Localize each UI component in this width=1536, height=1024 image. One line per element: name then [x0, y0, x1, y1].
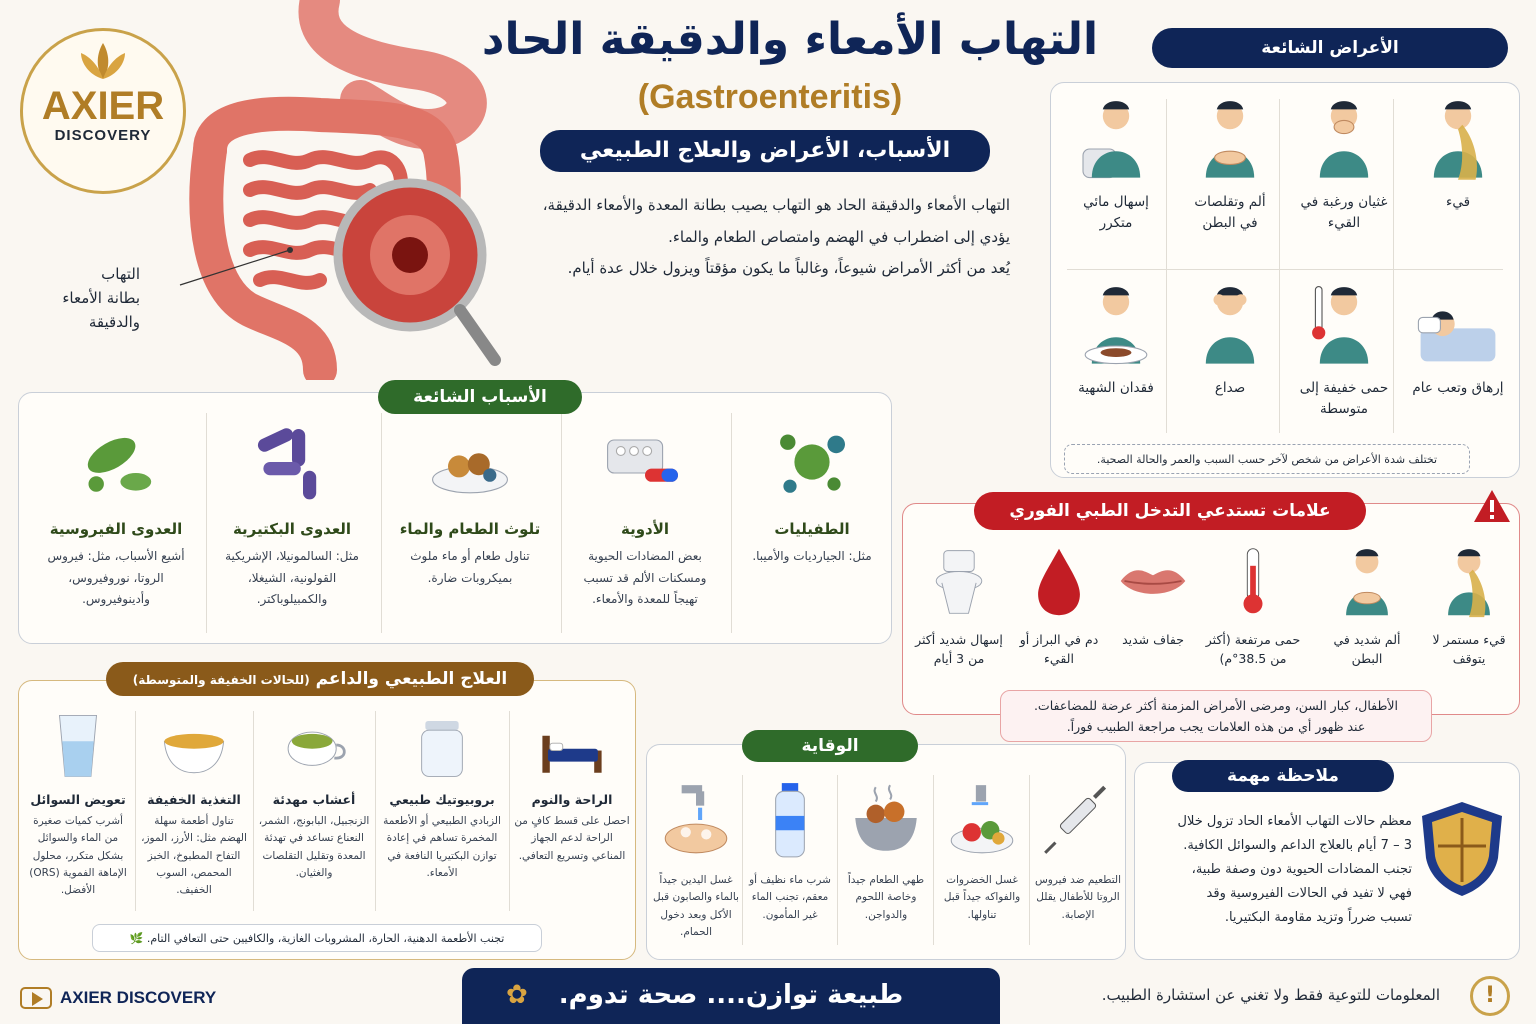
cause-item: [732, 418, 892, 638]
emergency-label: دم في البراز أو القيء: [1019, 632, 1099, 667]
symptoms-title: الأعراض الشائعة: [1152, 28, 1508, 68]
bacteria-icon: [208, 418, 376, 510]
symptom-item: [1406, 92, 1510, 262]
emergency-label: جفاف شديد: [1122, 632, 1184, 647]
treatment-item: [254, 708, 374, 922]
causes-title: الأسباب الشائعة: [378, 380, 582, 414]
treatment-title: أعشاب مهدئة: [272, 792, 356, 807]
cause-desc: مثل: الجيارديات والأميبا.: [752, 549, 872, 563]
symptom-label: إرهاق وتعب عام: [1412, 380, 1504, 396]
prevention-label: شرب ماء نظيف أو معقم، تجنب الماء غير المأمون.: [749, 874, 831, 921]
emergency-label: ألم شديد في البطن: [1333, 632, 1401, 667]
symptoms-note: تختلف شدة الأعراض من شخص لآخر حسب السبب والعمر والحالة الصحية.: [1064, 444, 1470, 474]
footer-slogan-bar: ✿ طبيعة توازن.... صحة تدوم.: [462, 968, 1000, 1024]
emergency-item: [1010, 542, 1108, 682]
water-bottle-icon: [744, 778, 836, 866]
cause-item: [562, 418, 728, 638]
herbal-tea-icon: [254, 708, 374, 784]
virus-icon: [30, 418, 202, 510]
lotus-icon: [73, 41, 133, 81]
symptom-item: [1178, 92, 1282, 262]
yogurt-jar-icon: [376, 708, 508, 784]
headache-icon: [1178, 278, 1282, 378]
shield-icon: [1418, 798, 1506, 898]
syringe-icon: [1032, 778, 1124, 866]
prevention-item: [936, 778, 1028, 954]
important-title: ملاحظة مهمة: [1172, 760, 1394, 792]
emergency-item: [1318, 542, 1416, 682]
leaf-icon: 🌿: [129, 932, 144, 945]
handwashing-icon: [650, 778, 742, 866]
emergency-title: علامات تستدعي التدخل الطبي الفوري: [974, 492, 1366, 530]
diarrhea-icon: [1064, 92, 1168, 192]
page-title: التهاب الأمعاء والدقيقة الحاد: [481, 14, 1099, 65]
symptom-item: [1406, 278, 1510, 448]
lotus-icon: ✿: [506, 980, 528, 1010]
prevention-label: غسل اليدين جيداً بالماء والصابون قبل الأكل وبعد دخول الحمام.: [653, 874, 739, 938]
cause-title: الأدوية: [620, 520, 670, 538]
prevention-label: غسل الخضروات والفواكه جيداً قبل تناولها.: [943, 874, 1021, 921]
thermometer-icon: [1204, 542, 1302, 624]
emergency-item: [1104, 542, 1202, 682]
brand-logo: [20, 28, 186, 194]
contaminated-food-icon: [382, 418, 558, 510]
play-icon: [20, 987, 52, 1009]
brand-name: AXIER: [41, 84, 165, 128]
cause-desc: أشيع الأسباب، مثل: فيروس الروتا، نوروفيروس، وأدينوفيروس.: [47, 549, 185, 607]
prevention-label: التطعيم ضد فيروس الروتا للأطفال يقلل الإصابة.: [1034, 874, 1122, 921]
emergency-label: قيء مستمر لا يتوقف: [1432, 632, 1506, 667]
symptom-label: غثيان ورغبة في القيء: [1300, 194, 1388, 231]
symptom-label: صداع: [1214, 380, 1246, 396]
soup-bowl-icon: [136, 708, 252, 784]
prevention-item: [744, 778, 836, 954]
cause-item: [208, 418, 376, 638]
treatment-title: العلاج الطبيعي والداعم (للحالات الخفيفة والمتوسطة): [106, 662, 534, 696]
treatment-desc: تناول أطعمة سهلة الهضم مثل: الأرز، الموز، التفاح المطبوخ، الخبز المحمص، السوب الخفيف.: [141, 815, 247, 897]
exclamation-icon: !: [1470, 976, 1510, 1016]
symptom-item: [1064, 278, 1168, 448]
symptom-item: [1064, 92, 1168, 262]
symptom-item: [1178, 278, 1282, 448]
page-title-en: (Gastroenteritis): [637, 78, 903, 116]
symptom-item: [1292, 92, 1396, 262]
cause-item: [30, 418, 202, 638]
treatment-item: [376, 708, 508, 922]
treatment-desc: الزبادي الطبيعي أو الأطعمة المخمرة تساهم في إعادة توازن البكتيريا النافعة في الأمعاء.: [383, 815, 501, 879]
treatment-item: [510, 708, 634, 922]
brand-sub: DISCOVERY: [54, 127, 152, 144]
emergency-label: إسهال شديد أكثر من 3 أيام: [915, 632, 1003, 667]
emergency-item: [910, 542, 1008, 682]
abdominal-pain-icon: [1178, 92, 1282, 192]
footer-brand: AXIER DISCOVERY: [20, 986, 216, 1010]
treatment-title: التغذية الخفيفة: [147, 792, 241, 807]
cause-title: العدوى البكتيرية: [232, 520, 352, 538]
treatment-avoid: تجنب الأطعمة الدهنية، الحارة، المشروبات الغازية، والكافيين حتى التعافي التام. 🌿: [92, 924, 542, 952]
fever-icon: [1292, 278, 1396, 378]
symptom-label: ألم وتقلصات في البطن: [1194, 194, 1266, 231]
emergency-label: حمى مرتفعة (أكثر من 38.5°م): [1205, 632, 1301, 667]
treatment-title: بروبيوتيك طبيعي: [389, 792, 495, 807]
symptom-label: قيء: [1445, 194, 1471, 210]
emergency-note: الأطفال، كبار السن، ومرضى الأمراض المزمنة أكثر عرضة للمضاعفات. عند ظهور أي من هذه العلامات يجب مراجعة الطبيب فوراً.: [1000, 690, 1432, 742]
warning-icon: [1472, 488, 1512, 524]
cause-title: تلوث الطعام والماء: [399, 520, 541, 538]
water-glass-icon: [22, 708, 134, 784]
symptom-label: فقدان الشهية: [1078, 380, 1154, 396]
cooking-pot-icon: [840, 778, 932, 866]
treatment-item: [22, 708, 134, 922]
vomiting-icon: [1406, 92, 1510, 192]
symptom-label: إسهال مائي متكرر: [1083, 194, 1149, 231]
prevention-item: [840, 778, 932, 954]
intro-text: التهاب الأمعاء والدقيقة الحاد هو التهاب يصيب بطانة المعدة والأمعاء الدقيقة، يؤدي إلى اضطراب في الهضم وامتصاص الطعام والماء. يُعد من أكثر الأمراض شيوعاً، وغالباً ما يكون مؤقتاً ويزول خلال عدة أيام.: [542, 196, 1010, 277]
emergency-item: [1420, 542, 1518, 682]
treatment-item: [136, 708, 252, 922]
toilet-icon: [910, 542, 1008, 624]
cause-desc: بعض المضادات الحيوية ومسكنات الألم قد تسبب تهيجاً للمعدة والأمعاء.: [583, 549, 707, 607]
footer-disclaimer: المعلومات للتوعية فقط ولا تغني عن استشارة الطبيب.: [1101, 986, 1440, 1004]
treatment-title: الراحة والنوم: [531, 792, 613, 807]
treatment-desc: أشرب كميات صغيرة من الماء والسوائل بشكل متكرر، محلول الإماهة الفموية (ORS) الأفضل.: [29, 815, 127, 897]
prevention-item: [1032, 778, 1124, 954]
dry-lips-icon: [1104, 542, 1202, 624]
prevention-label: طهي الطعام جيداً وخاصة اللحوم والدواجن.: [847, 874, 925, 921]
emergency-item: [1204, 542, 1302, 682]
symptom-item: [1292, 278, 1396, 448]
cause-desc: تناول طعام أو ماء ملوث بميكروبات ضارة.: [410, 549, 530, 585]
illustration-label: التهاب بطانة الأمعاء والدقيقة: [62, 265, 140, 331]
treatment-desc: الزنجبيل، البابونج، الشمر، النعناع تساعد في تهدئة المعدة وتقليل التقلصات والغثيان.: [258, 815, 370, 879]
prevention-title: الوقاية: [742, 730, 918, 762]
appetite-loss-icon: [1064, 278, 1168, 378]
cause-title: الطفيليات: [774, 520, 850, 538]
important-text: معظم حالات التهاب الأمعاء الحاد تزول خلال 3 – 7 أيام بالعلاج الداعم والسوائل الكافية. تجنب المضادات الحيوية دون وصفة طبية، فهي لا تفيد في الحالات الفيروسية وقد تسبب ضرراً وتزيد مقاومة البكتيريا.: [1177, 814, 1412, 926]
bed-icon: [510, 708, 634, 784]
cause-title: العدوى الفيروسية: [49, 520, 183, 538]
cause-item: [382, 418, 558, 638]
fatigue-icon: [1406, 278, 1510, 378]
parasite-icon: [732, 418, 892, 510]
treatment-title: تعويض السوائل: [30, 792, 126, 807]
persistent-vomiting-icon: [1420, 542, 1518, 624]
wash-vegetables-icon: [936, 778, 1028, 866]
prevention-item: [650, 778, 742, 954]
page-subtitle: الأسباب، الأعراض والعلاج الطبيعي: [540, 130, 990, 172]
blood-drop-icon: [1010, 542, 1108, 624]
symptom-label: حمى خفيفة إلى متوسطة: [1299, 380, 1389, 417]
treatment-desc: احصل على قسط كافٍ من الراحة لدعم الجهاز المناعي وتسريع التعافي.: [514, 815, 630, 862]
nausea-icon: [1292, 92, 1396, 192]
pills-icon: [562, 418, 728, 510]
severe-pain-icon: [1318, 542, 1416, 624]
cause-desc: مثل: السالمونيلا، الإشريكية القولونية، الشيغلا، والكمبيلوباكتر.: [225, 549, 359, 607]
